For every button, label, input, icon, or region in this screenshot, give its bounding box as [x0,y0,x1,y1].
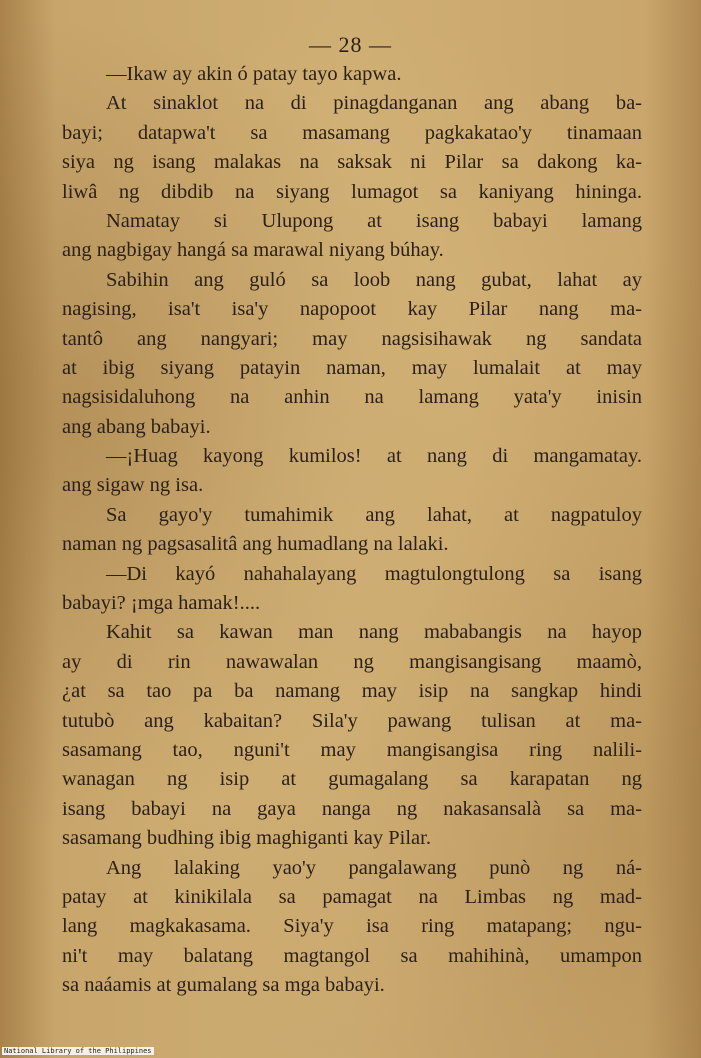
text-line: At sinaklot na di pinagdanganan ang abang ba- [106,92,642,115]
text-line: tutubò ang kabaitan? Sila'y pawang tulisan at ma- [62,709,642,732]
page-number: — 28 — [309,32,392,57]
text-line: ang abang babayi. [62,415,211,438]
text-line: nagsisidaluhong na anhin na lamang yata'y inisin [62,386,642,409]
text-line: liwâ ng dibdib na siyang lumagot sa kaniyang hininga. [62,180,642,203]
text-line: —Di kayó nahahalayang magtulongtulong sa isang [106,562,642,585]
text-line: —¡Huag kayong kumilos! at nang di mangamatay. [106,445,642,468]
text-line: naman ng pagsasalitâ ang humadlang na lalaki. [62,533,449,556]
text-line: ang sigaw ng isa. [62,474,204,497]
text-line: patay at kinikilala sa pamagat na Limbas ng mad- [62,885,642,908]
text-line: wanagan ng isip at gumagalang sa karapatan ng [62,768,642,791]
text-line: ay di rin nawawalan ng mangisangisang maamò, [62,650,642,673]
text-line: Kahit sa kawan man nang mababangis na hayop [106,621,642,644]
text-line: bayi; datapwa't sa masamang pagkakatao'y tinamaan [62,121,642,144]
text-line: sasamang tao, nguni't may mangisangisa ring nalili- [62,738,642,761]
text-line: babayi? ¡mga hamak!.... [62,592,261,615]
text-line: tantô ang nangyari; may nagsisihawak ng sandata [62,327,642,350]
text-line: nagising, isa't isa'y napopoot kay Pilar nang ma- [62,298,642,321]
text-line: ¿at sa tao pa ba namang may isip na sangkap hindi [62,680,642,703]
body-text [62,60,642,1001]
text-line: ni't may balatang magtangol sa mahihinà, umampon [62,944,642,967]
text-line: siya ng isang malakas na saksak ni Pilar sa dakong ka- [62,151,642,174]
library-credit: National Library of the Philippines [4,1047,152,1055]
text-line: Sa gayo'y tumahimik ang lahat, at nagpatuloy [106,503,642,526]
text-line: lang magkakasama. Siya'y isa ring matapang; ngu- [62,915,642,938]
text-line: Ang lalaking yao'y pangalawang punò ng ná- [106,856,642,879]
text-line: sa naáamis at gumalang sa mga babayi. [62,974,385,997]
text-line: sasamang budhing ibig maghiganti kay Pilar. [62,827,431,850]
text-line: at ibig siyang patayin naman, may lumalait at may [62,356,642,379]
text-line: isang babayi na gaya nanga ng nakasansalà sa ma- [62,797,642,820]
text-line: ang nagbigay hangá sa marawal niyang búhay. [62,239,444,262]
text-line: Sabihin ang guló sa loob nang gubat, lahat ay [106,268,642,291]
text-line: —Ikaw ay akin ó patay tayo kapwa. [106,63,402,85]
text-line: Namatay si Ulupong at isang babayi lamang [106,209,642,232]
